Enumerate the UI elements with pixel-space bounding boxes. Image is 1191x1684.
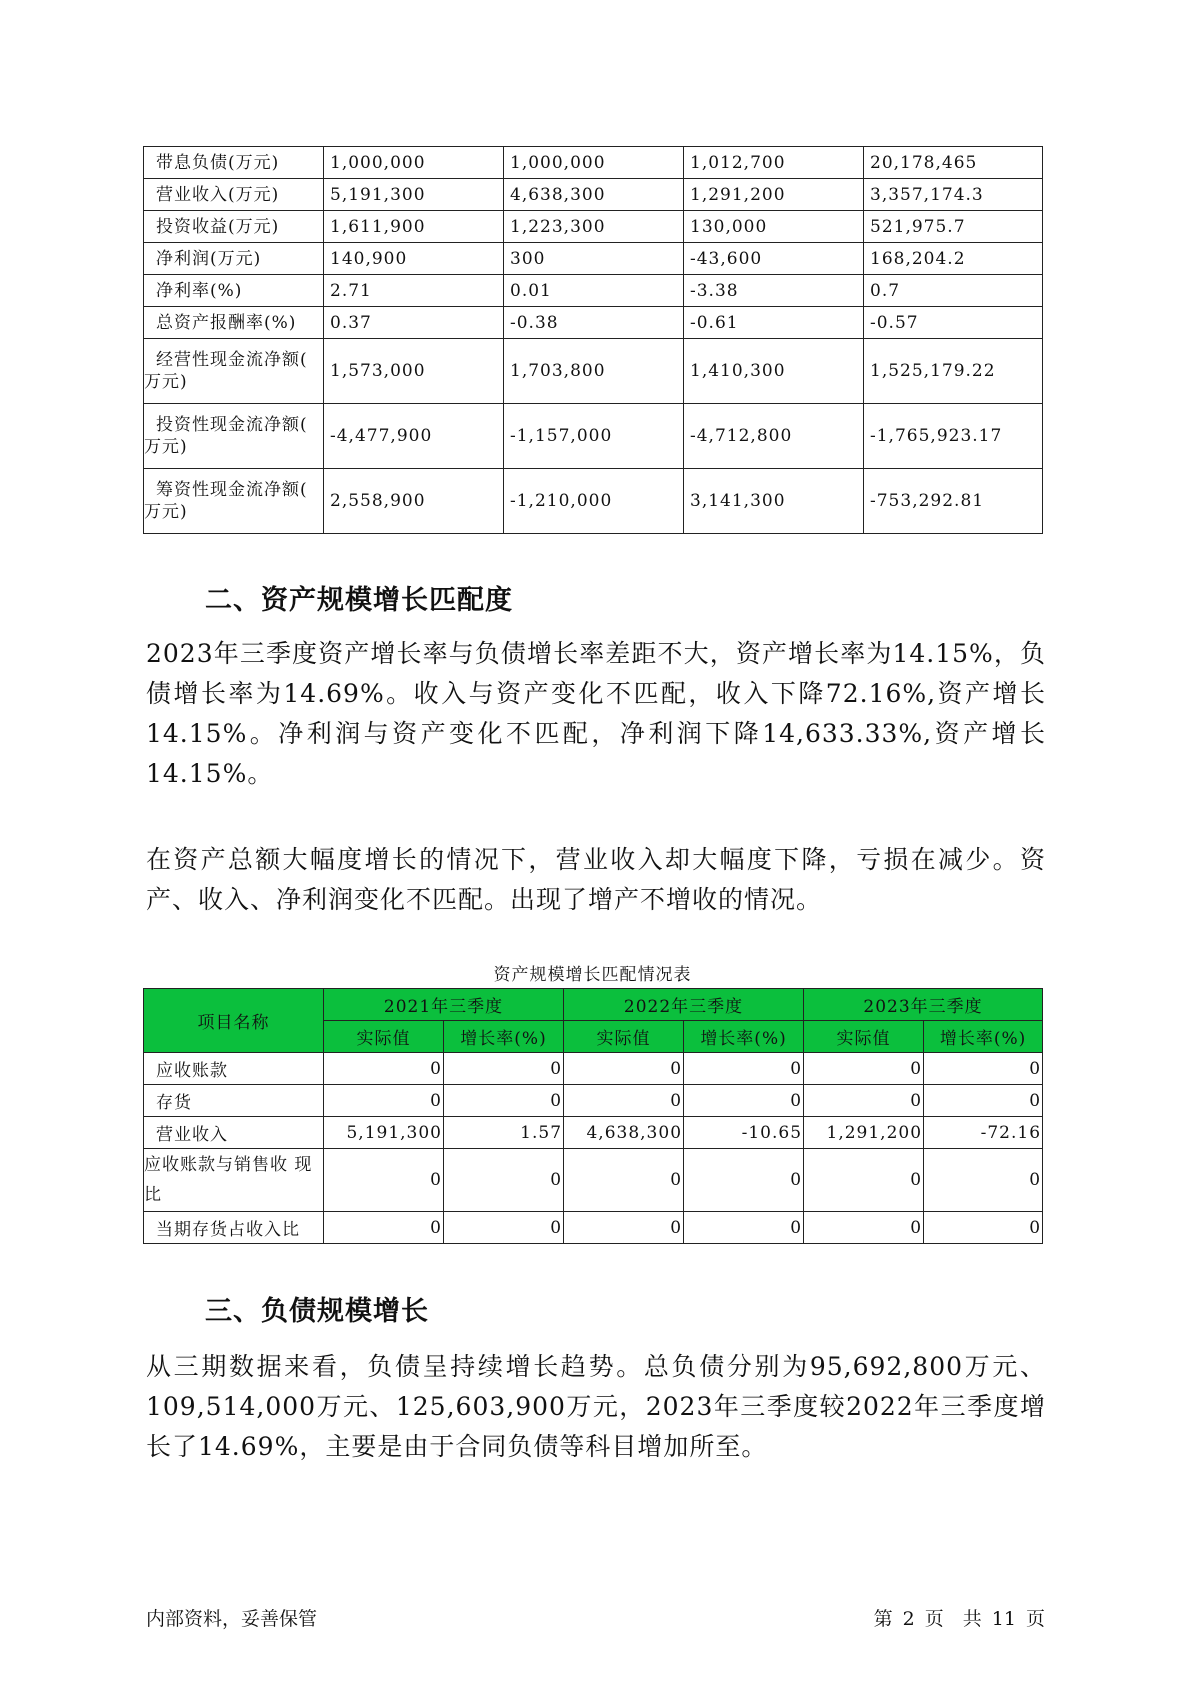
table-caption: 资产规模增长匹配情况表 <box>493 965 692 985</box>
table-cell: 1,223,300 <box>504 211 684 243</box>
header-actual: 实际值 <box>804 1021 924 1053</box>
table-cell: -753,292.81 <box>864 469 1043 534</box>
row-label-line2: 万元) <box>144 372 188 392</box>
row-label: 营业收入 <box>144 1117 324 1149</box>
table-cell: -0.57 <box>864 307 1043 339</box>
table-cell: 5,191,300 <box>324 179 504 211</box>
table-cell: -10.65 <box>684 1117 804 1149</box>
table-row <box>144 1149 1043 1212</box>
table-row <box>144 1117 1043 1149</box>
row-label <box>144 469 324 534</box>
row-label-line1: 应收账款与销售收 <box>144 1155 288 1175</box>
table-cell: 2.71 <box>324 275 504 307</box>
table-cell: 0 <box>564 1212 684 1244</box>
table-cell: -4,712,800 <box>684 404 864 469</box>
table-cell: 1.57 <box>444 1117 564 1149</box>
financial-indicators-table <box>143 146 1043 534</box>
row-label: 净利率(%) <box>144 275 324 307</box>
row-label <box>144 339 324 404</box>
table-cell: 2,558,900 <box>324 469 504 534</box>
table-row <box>144 469 1043 534</box>
table-cell: -0.61 <box>684 307 864 339</box>
table-cell: 0 <box>684 1212 804 1244</box>
table-cell: 1,703,800 <box>504 339 684 404</box>
table-cell: -3.38 <box>684 275 864 307</box>
row-label: 总资产报酬率(%) <box>144 307 324 339</box>
table-cell: 0 <box>804 1053 924 1085</box>
table-cell: -0.38 <box>504 307 684 339</box>
table-cell: 0 <box>684 1053 804 1085</box>
table-row <box>144 275 1043 307</box>
table-cell: 0.01 <box>504 275 684 307</box>
table-cell: -4,477,900 <box>324 404 504 469</box>
table-cell: 130,000 <box>684 211 864 243</box>
footer-confidential-note: 内部资料，妥善保管 <box>146 1608 318 1630</box>
body-paragraph: 2023年三季度资产增长率与负债增长率差距不大，资产增长率为14.15%，负债增长率为14.69%。收入与资产变化不匹配，收入下降72.16%,资产增长14.15%。净利润与资产变化不匹配，净利润下降14,633.33%,资产增长14.15%。 <box>146 639 1046 788</box>
table-cell: 0.7 <box>864 275 1043 307</box>
table-cell: -1,210,000 <box>504 469 684 534</box>
table-row <box>144 404 1043 469</box>
footer-page-number: 第 2 页 共 11 页 <box>873 1608 1045 1630</box>
table-row <box>144 339 1043 404</box>
table-cell: 4,638,300 <box>564 1117 684 1149</box>
row-label-line1: 经营性现金流净额( <box>156 350 308 370</box>
table-cell: 168,204.2 <box>864 243 1043 275</box>
row-label: 投资收益(万元) <box>144 211 324 243</box>
row-label: 营业收入(万元) <box>144 179 324 211</box>
table-row <box>144 1053 1043 1085</box>
row-label: 存货 <box>144 1085 324 1117</box>
row-label-line1: 筹资性现金流净额( <box>156 480 308 500</box>
table-cell: 0 <box>684 1149 804 1212</box>
table-cell: 3,141,300 <box>684 469 864 534</box>
table-cell: -1,765,923.17 <box>864 404 1043 469</box>
row-label: 应收账款 <box>144 1053 324 1085</box>
table-cell: 1,525,179.22 <box>864 339 1043 404</box>
table-cell: 0 <box>324 1212 444 1244</box>
table-cell: 0 <box>684 1085 804 1117</box>
table-cell: 0 <box>444 1085 564 1117</box>
table-cell: 1,291,200 <box>804 1117 924 1149</box>
table-row <box>144 307 1043 339</box>
table-cell: 0 <box>324 1149 444 1212</box>
table-row <box>144 179 1043 211</box>
table-row <box>144 1085 1043 1117</box>
table-cell: 0 <box>444 1212 564 1244</box>
table-cell: 0 <box>924 1149 1043 1212</box>
table-cell: 0 <box>564 1149 684 1212</box>
table-cell: 4,638,300 <box>504 179 684 211</box>
table-cell: 0 <box>564 1053 684 1085</box>
table-cell: 0 <box>924 1212 1043 1244</box>
row-label <box>144 1149 324 1212</box>
table-cell: 1,000,000 <box>504 147 684 179</box>
row-label: 带息负债(万元) <box>144 147 324 179</box>
table-cell: 0 <box>444 1053 564 1085</box>
body-paragraph: 在资产总额大幅度增长的情况下，营业收入却大幅度下降，亏损在减少。资产、收入、净利润变化不匹配。出现了增产不增收的情况。 <box>146 845 1046 914</box>
table-cell: 0 <box>444 1149 564 1212</box>
row-label: 当期存货占收入比 <box>144 1212 324 1244</box>
table-cell: 1,611,900 <box>324 211 504 243</box>
table-cell: 0 <box>804 1149 924 1212</box>
table-cell: 1,012,700 <box>684 147 864 179</box>
table-cell: 20,178,465 <box>864 147 1043 179</box>
header-period: 2022年三季度 <box>564 989 804 1021</box>
table-cell: 5,191,300 <box>324 1117 444 1149</box>
body-paragraph: 从三期数据来看，负债呈持续增长趋势。总负债分别为95,692,800万元、109,514,000万元、125,603,900万元，2023年三季度较2022年三季度增长了14.69%，主要是由于合同负债等科目增加所至。 <box>146 1352 1046 1461</box>
header-item-name: 项目名称 <box>144 989 324 1053</box>
row-label-line2: 万元) <box>144 502 188 522</box>
header-actual: 实际值 <box>324 1021 444 1053</box>
table-cell: 0 <box>804 1212 924 1244</box>
table-cell: 300 <box>504 243 684 275</box>
table-cell: 0 <box>924 1085 1043 1117</box>
table-cell: 0 <box>924 1053 1043 1085</box>
table-cell: -72.16 <box>924 1117 1043 1149</box>
header-period: 2021年三季度 <box>324 989 564 1021</box>
table-cell: -43,600 <box>684 243 864 275</box>
row-label-line2: 现比 <box>144 1155 313 1205</box>
table-cell: 0 <box>324 1053 444 1085</box>
table-cell: 1,291,200 <box>684 179 864 211</box>
table-cell: 0 <box>324 1085 444 1117</box>
table-cell: 521,975.7 <box>864 211 1043 243</box>
table-cell: 0 <box>564 1085 684 1117</box>
header-growth: 增长率(%) <box>924 1021 1043 1053</box>
row-label-line1: 投资性现金流净额( <box>156 415 308 435</box>
header-growth: 增长率(%) <box>444 1021 564 1053</box>
table-row <box>144 1212 1043 1244</box>
table-row <box>144 211 1043 243</box>
header-growth: 增长率(%) <box>684 1021 804 1053</box>
table-cell: 1,000,000 <box>324 147 504 179</box>
header-period: 2023年三季度 <box>804 989 1043 1021</box>
table-cell: 3,357,174.3 <box>864 179 1043 211</box>
row-label-line2: 万元) <box>144 437 188 457</box>
section-heading: 三、负债规模增长 <box>205 1296 429 1327</box>
table-row <box>144 147 1043 179</box>
row-label: 净利润(万元) <box>144 243 324 275</box>
row-label <box>144 404 324 469</box>
table-row <box>144 243 1043 275</box>
section-heading: 二、资产规模增长匹配度 <box>205 585 513 616</box>
table-cell: -1,157,000 <box>504 404 684 469</box>
table-cell: 0.37 <box>324 307 504 339</box>
table-cell: 0 <box>804 1085 924 1117</box>
asset-growth-match-table <box>143 988 1043 1244</box>
table-cell: 140,900 <box>324 243 504 275</box>
table-cell: 1,410,300 <box>684 339 864 404</box>
header-row <box>144 989 1043 1021</box>
table-cell: 1,573,000 <box>324 339 504 404</box>
header-actual: 实际值 <box>564 1021 684 1053</box>
